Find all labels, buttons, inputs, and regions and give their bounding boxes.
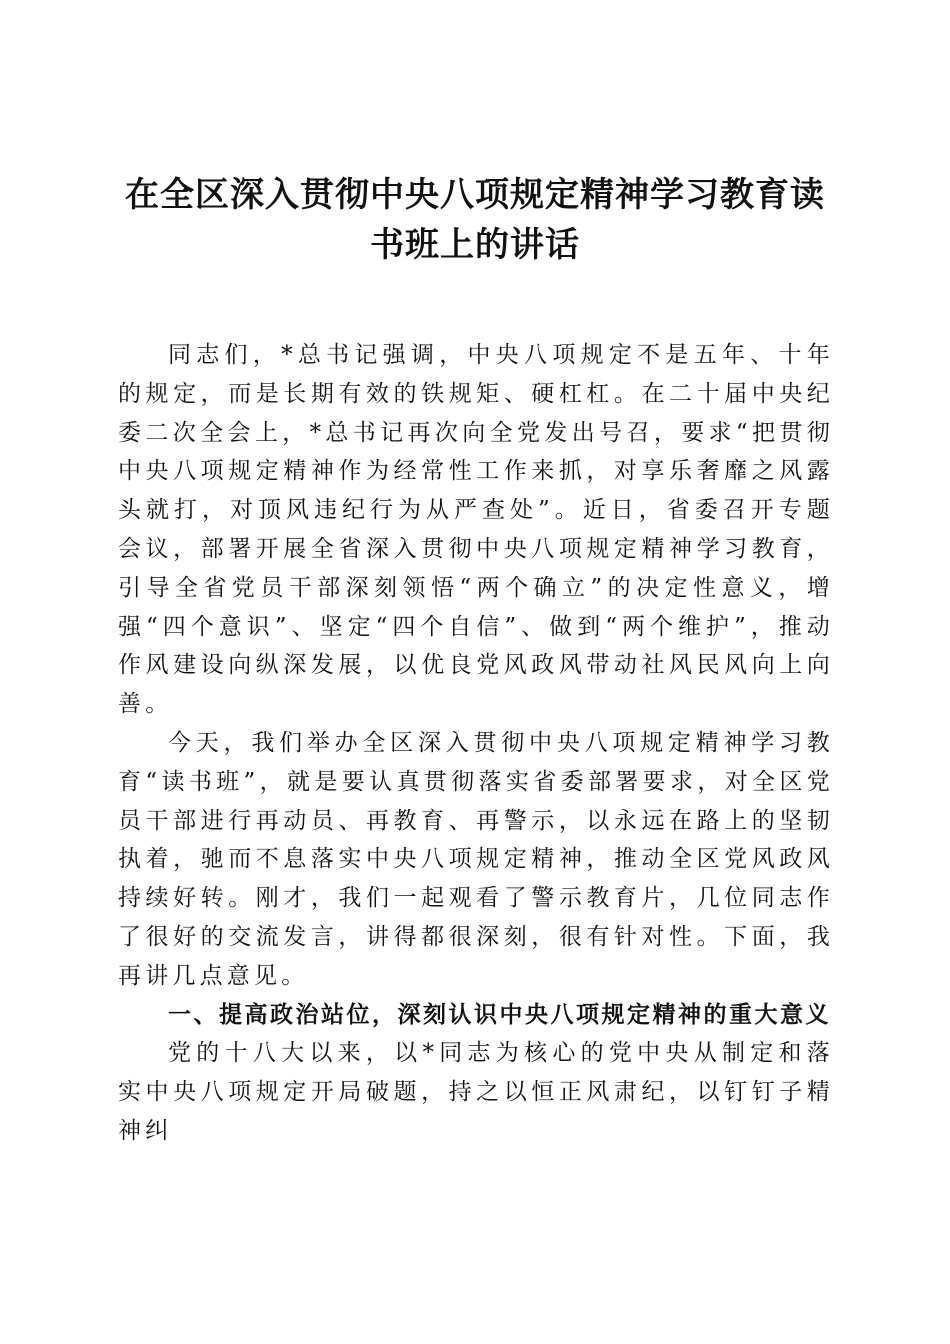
document-title-line-1: 在全区深入贯彻中央八项规定精神学习教育读 [125, 175, 825, 215]
document-title [110, 170, 840, 270]
paragraph-reading-class: 今天，我们举办全区深入贯彻中央八项规定精神学习教育“读书班”，就是要认真贯彻落实省委部署要求，对全区党员干部进行再动员、再教育、再警示，以永远在路上的坚韧执着，驰而不息落实中央八项规定精神，推动全区党风政风持续好转。刚才，我们一起观看了警示教育片，几位同志作了很好的交流发言，讲得都很深刻，很有针对性。下面，我再讲几点意见。 [118, 729, 834, 989]
document-body [118, 336, 834, 1151]
paragraph-section-one: 党的十八大以来，以*同志为核心的党中央从制定和落实中央八项规定开局破题，持之以恒正风肃纪，以钉钉子精神纠 [118, 1040, 834, 1144]
section-heading: 一、提高政治站位，深刻认识中央八项规定精神的重大意义 [168, 1001, 831, 1028]
document-title-line-2: 书班上的讲话 [370, 225, 580, 265]
paragraph-intro: 同志们，*总书记强调，中央八项规定不是五年、十年的规定，而是长期有效的铁规矩、硬杠杠。在二十届中央纪委二次全会上，*总书记再次向全党发出号召，要求“把贯彻中央八项规定精神作为经常性工作来抓，对享乐奢靡之风露头就打，对顶风违纪行为从严查处”。近日，省委召开专题会议，部署开展全省深入贯彻中央八项规定精神学习教育，引导全省党员干部深刻领悟“两个确立”的决定性意义，增强“四个意识”、坚定“四个自信”、做到“两个维护”，推动作风建设向纵深发展，以优良党风政风带动社风民风向上向善。 [118, 342, 834, 718]
